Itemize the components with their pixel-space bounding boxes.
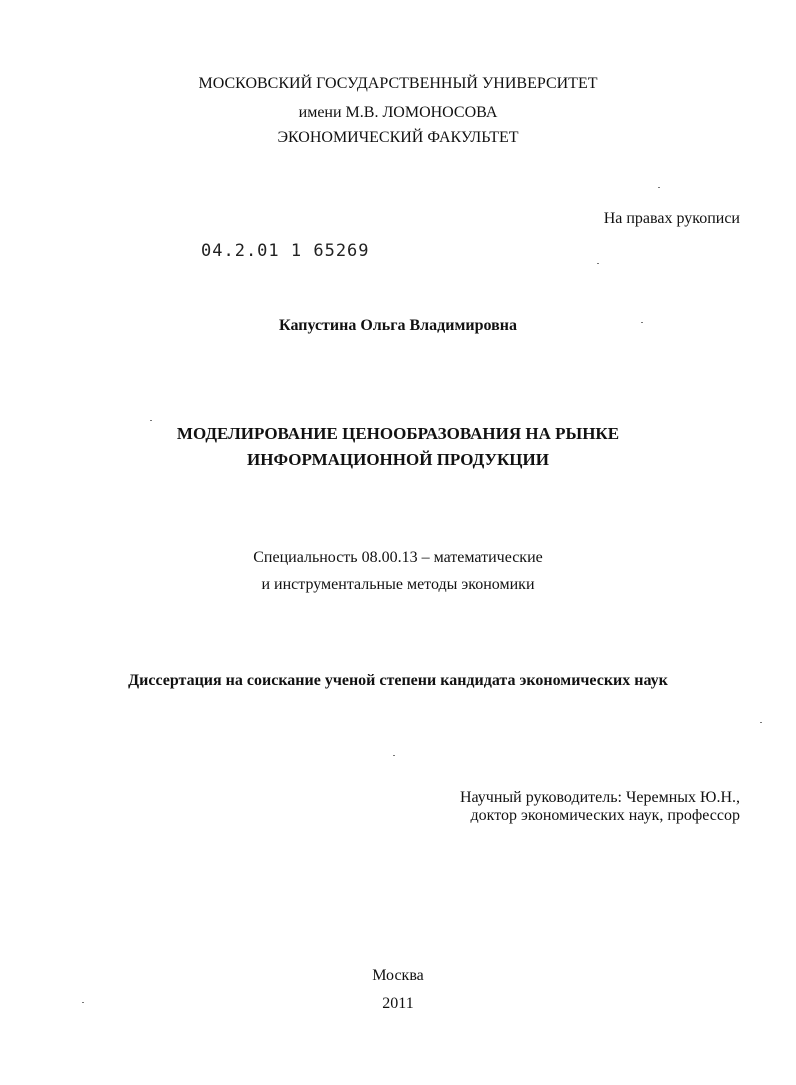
author-name: Капустина Ольга Владимировна xyxy=(279,317,517,334)
year: 2011 xyxy=(382,995,414,1012)
city: Москва xyxy=(372,967,424,984)
specialty-line-2: и инструментальные методы экономики xyxy=(261,576,535,593)
rights-note: На правах рукописи xyxy=(603,210,740,227)
thesis-title-line-2: ИНФОРМАЦИОННОЙ ПРОДУКЦИИ xyxy=(247,450,549,469)
scan-speck xyxy=(760,722,762,723)
supervisor-line-1: Научный руководитель: Черемных Ю.Н., xyxy=(459,789,740,806)
scan-speck xyxy=(597,263,599,264)
scan-speck xyxy=(658,187,660,188)
university-name: МОСКОВСКИЙ ГОСУДАРСТВЕННЫЙ УНИВЕРСИТЕТ xyxy=(198,75,598,92)
scan-speck xyxy=(82,1002,84,1003)
scan-speck xyxy=(150,420,152,421)
supervisor-line-2: доктор экономических наук, профессор xyxy=(470,807,740,824)
scan-speck xyxy=(393,755,395,756)
registry-stamp: 04.2.01 1 65269 xyxy=(201,241,370,261)
thesis-title-line-1: МОДЕЛИРОВАНИЕ ЦЕНООБРАЗОВАНИЯ НА РЫНКЕ xyxy=(176,424,620,443)
faculty-name: ЭКОНОМИЧЕСКИЙ ФАКУЛЬТЕТ xyxy=(277,129,519,146)
specialty-line-1: Специальность 08.00.13 – математические xyxy=(253,549,543,566)
dissertation-type: Диссертация на соискание ученой степени кандидата экономических наук xyxy=(128,672,668,689)
scan-speck xyxy=(641,322,643,323)
university-named-after: имени М.В. ЛОМОНОСОВА xyxy=(298,104,498,121)
